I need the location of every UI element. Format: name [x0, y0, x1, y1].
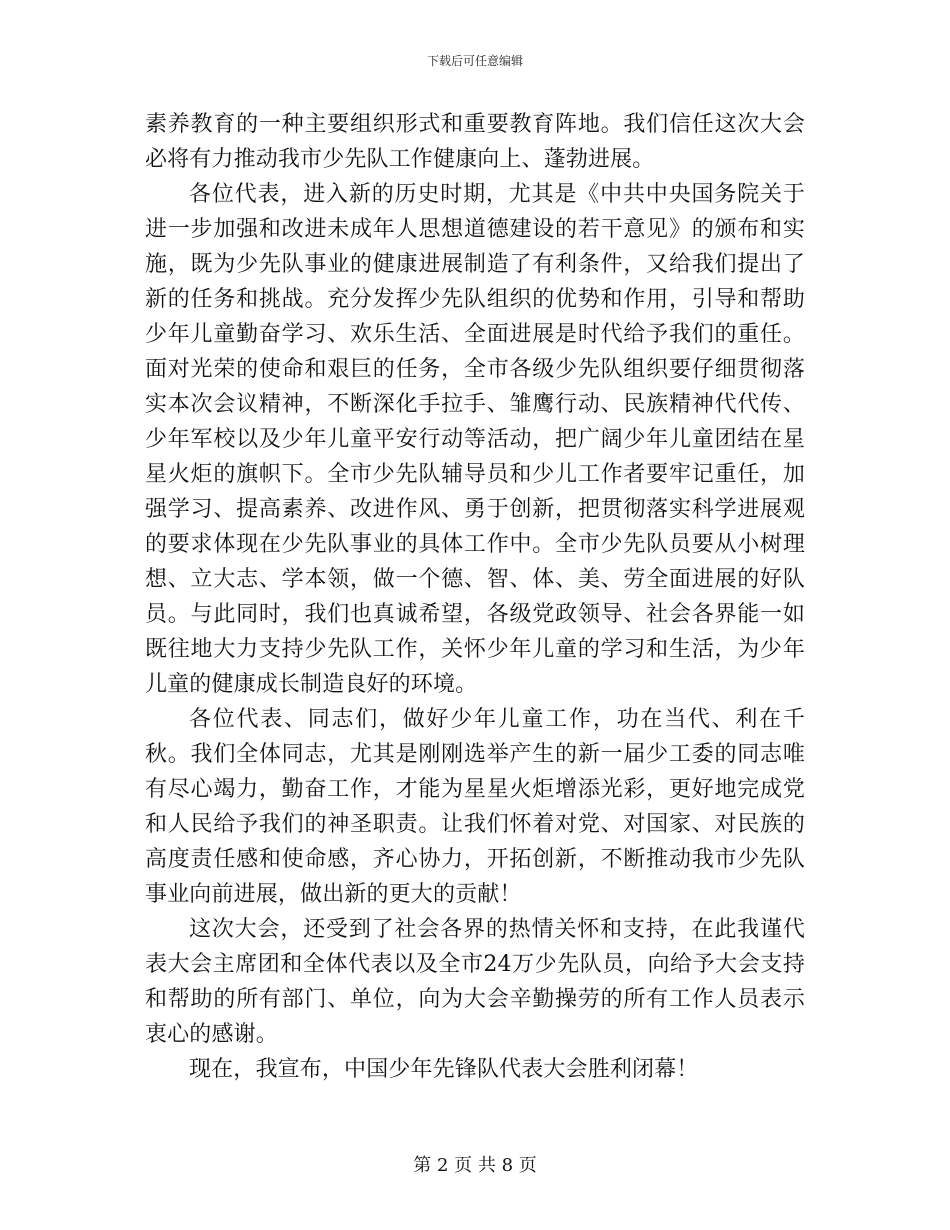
page-number: 第 2 页 共 8 页 — [413, 1155, 537, 1176]
paragraph-comrades: 各位代表、同志们，做好少年儿童工作，功在当代、利在千秋。我们全体同志，尤其是刚刚选举产生的新一届少工委的同志唯有尽心竭力，勤奋工作，才能为星星火炬增添光彩，更好地完成党和人民给予我们的神圣职责。让我们怀着对党、对国家、对民族的高度责任感和使命感，齐心协力，开拓创新，不断推动我市少先队事业向前进展，做出新的更大的贡献！ — [145, 707, 805, 907]
document-body — [145, 107, 805, 1087]
paragraph-closing: 现在，我宣布，中国少年先锋队代表大会胜利闭幕！ — [189, 1057, 699, 1082]
paragraph-continuation: 素养教育的一种主要组织形式和重要教育阵地。我们信任这次大会必将有力推动我市少先队工作健康向上、蓬勃进展。 — [145, 112, 805, 172]
paragraph-thanks: 这次大会，还受到了社会各界的热情关怀和支持，在此我谨代表大会主席团和全体代表以及全市24万少先队员，向给予大会支持和帮助的所有部门、单位，向为大会辛勤操劳的所有工作人员表示衷心的感谢。 — [145, 917, 805, 1047]
paragraph-historical-period: 各位代表，进入新的历史时期，尤其是《中共中央国务院关于进一步加强和改进未成年人思想道德建设的若干意见》的颁布和实施，既为少先队事业的健康进展制造了有利条件，又给我们提出了新的任务和挑战。充分发挥少先队组织的优势和作用，引导和帮助少年儿童勤奋学习、欢乐生活、全面进展是时代给予我们的重任。面对光荣的使命和艰巨的任务，全市各级少先队组织要仔细贯彻落实本次会议精神，不断深化手拉手、雏鹰行动、民族精神代代传、少年军校以及少年儿童平安行动等活动，把广阔少年儿童团结在星星火炬的旗帜下。全市少先队辅导员和少儿工作者要牢记重任，加强学习、提高素养、改进作风、勇于创新，把贯彻落实科学进展观的要求体现在少先队事业的具体工作中。全市少先队员要从小树理想、立大志、学本领，做一个德、智、体、美、劳全面进展的好队员。与此同时，我们也真诚希望，各级党政领导、社会各界能一如既往地大力支持少先队工作，关怀少年儿童的学习和生活，为少年儿童的健康成长制造良好的环境。 — [145, 182, 805, 697]
page-header: 下载后可任意编辑 — [426, 54, 523, 68]
